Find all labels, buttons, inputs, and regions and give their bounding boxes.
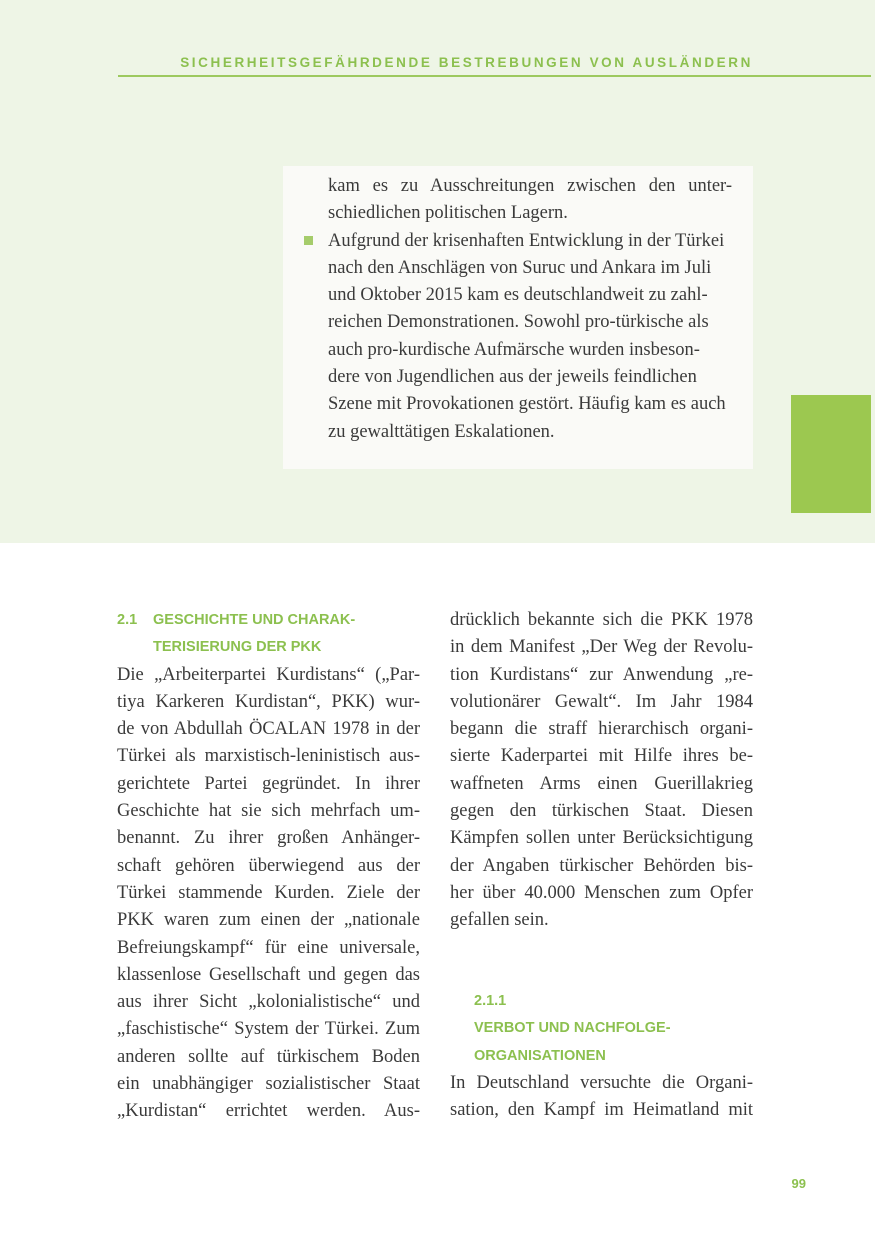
left-column <box>117 607 420 1126</box>
body-line: Geschichte hat sie sich mehrfach um- <box>117 801 420 822</box>
body-line: sation, den Kampf im Heimatland mit <box>450 1100 753 1121</box>
body-line: „faschistische“ System der Türkei. Zum <box>117 1019 420 1040</box>
body-line: schaft gehören überwiegend aus der <box>117 855 420 876</box>
body-line: ein unabhängiger sozialistischer Staat <box>117 1074 420 1095</box>
body-line: Die „Arbeiterpartei Kurdistans“ („Par- <box>117 664 420 685</box>
bullet-square-icon <box>304 236 313 245</box>
box-line: Aufgrund der krisenhaften Entwicklung in der Türkei <box>328 230 725 251</box>
body-line: anderen sollte auf türkischem Boden <box>117 1046 420 1067</box>
body-line: Türkei stammende Kurden. Ziele der <box>117 882 420 903</box>
box-line: auch pro-kurdische Aufmärsche wurden insbeson- <box>328 339 700 360</box>
body-line: de von Abdullah ÖCALAN 1978 in der <box>117 719 420 740</box>
section-title-line: GESCHICHTE UND CHARAK- <box>153 612 356 628</box>
body-line: waffneten Arms einen Guerillakrieg <box>450 773 753 794</box>
body-line: der Angaben türkischer Behörden bis- <box>450 855 753 876</box>
subsection-title-line: ORGANISATIONEN <box>474 1047 606 1064</box>
body-line: PKK waren zum einen der „nationale <box>117 910 420 931</box>
body-line: gegen den türkischen Staat. Diesen <box>450 801 753 822</box>
body-line: Befreiungskampf“ für eine universale, <box>117 937 420 958</box>
box-line: reichen Demonstrationen. Sowohl pro-türkische als <box>328 312 709 333</box>
body-line: gerichtete Partei gegründet. In ihrer <box>117 773 420 794</box>
box-line: schiedlichen politischen Lagern. <box>328 203 568 224</box>
subsection-number: 2.1.1 <box>474 993 507 1009</box>
section-number: 2.1 <box>117 612 138 628</box>
body-line: Kämpfen sollen unter Berücksichtigung <box>450 828 753 849</box>
box-line: dere von Jugendlichen aus der jeweils feindlichen <box>328 367 697 388</box>
running-header: SICHERHEITSGEFÄHRDENDE BESTREBUNGEN VON AUSLÄNDERN <box>180 55 753 70</box>
page-number: 99 <box>791 1176 806 1191</box>
body-line: begann die straff hierarchisch organi- <box>450 719 753 740</box>
box-line: zu gewalttätigen Eskalationen. <box>328 421 555 442</box>
body-line: tion Kurdistans“ zur Anwendung „re- <box>450 664 753 685</box>
section-title-line: TERISIERUNG DER PKK <box>153 639 322 656</box>
body-line: tiya Karkeren Kurdistan“, PKK) wur- <box>117 691 420 712</box>
chapter-tab-marker <box>791 395 871 513</box>
body-line: volutionärer Gewalt“. Im Jahr 1984 <box>450 691 753 712</box>
right-column <box>450 607 753 935</box>
box-line: kam es zu Ausschreitungen zwischen den unter- <box>328 176 732 196</box>
body-line: benannt. Zu ihrer großen Anhänger- <box>117 828 420 849</box>
info-box-text <box>328 173 732 446</box>
body-line: drücklich bekannte sich die PKK 1978 <box>450 610 753 630</box>
box-line: Szene mit Provokationen gestört. Häufig kam es auch <box>328 394 726 415</box>
body-line: sierte Kaderpartei mit Hilfe ihres be- <box>450 746 753 767</box>
section-heading <box>117 607 420 634</box>
box-line: und Oktober 2015 kam es deutschlandweit zu zahl- <box>328 285 708 306</box>
subsection <box>450 988 753 1124</box>
subsection-title-line: VERBOT UND NACHFOLGE- <box>474 1020 671 1037</box>
body-line: „Kurdistan“ errichtet werden. Aus- <box>117 1101 420 1122</box>
body-line: Türkei als marxistisch-leninistisch aus- <box>117 746 420 767</box>
body-line: aus ihrer Sicht „kolonialistische“ und <box>117 992 420 1013</box>
body-line: In Deutschland versuchte die Organi- <box>450 1072 753 1093</box>
body-line: her über 40.000 Menschen zum Opfer <box>450 882 753 903</box>
body-line: in dem Manifest „Der Weg der Revolu- <box>450 637 753 658</box>
header-rule <box>118 75 871 77</box>
box-line: nach den Anschlägen von Suruc und Ankara im Juli <box>328 257 712 278</box>
body-line: gefallen sein. <box>450 910 549 931</box>
body-line: klassenlose Gesellschaft und gegen das <box>117 964 420 985</box>
